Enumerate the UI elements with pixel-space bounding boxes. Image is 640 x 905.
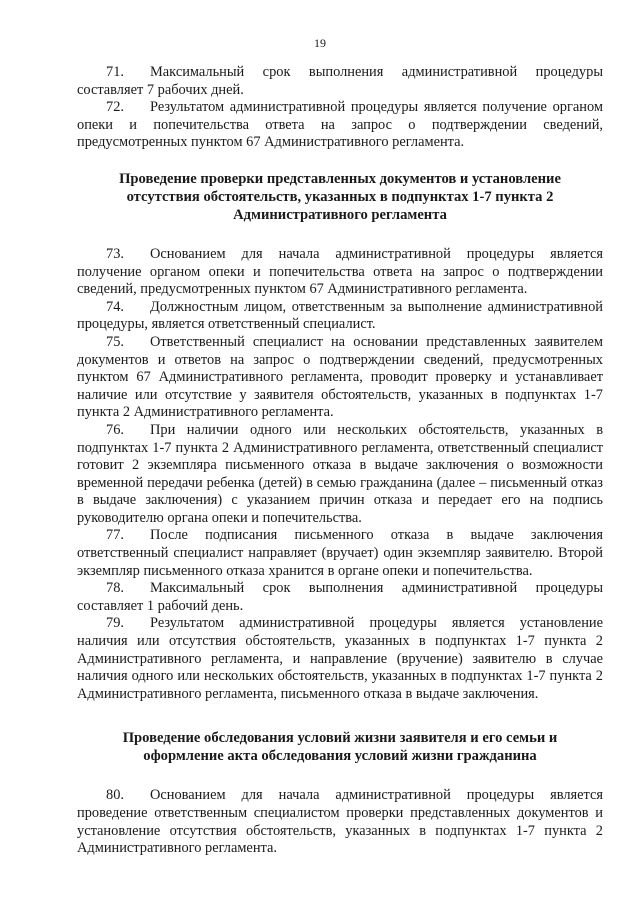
paragraph-text: После подписания письменного отказа в выдаче заключения ответственный специалист направляет (вручает) один экземпляр заявителю. Второй экземпляр письменного отказа хранится в органе опеки и попечительства. [77,527,603,579]
paragraph-text: Максимальный срок выполнения административной процедуры составляет 1 рабочий день. [77,580,603,614]
paragraph-number: 79. [106,615,124,632]
paragraph-79 [77,615,603,703]
paragraph-75 [77,334,603,422]
paragraph-text: Результатом административной процедуры является получение органом опеки и попечительства ответа на запрос о подтверждении сведений, предусмотренных пунктом 67 Административного регламента. [77,99,603,151]
paragraph-text: Должностным лицом, ответственным за выполнение административной процедуры, является ответственный специалист. [77,298,603,333]
paragraph-74 [77,299,603,334]
paragraph-76 [77,422,603,528]
paragraph-71 [77,64,603,99]
paragraph-text: Результатом административной процедуры является установление наличия или отсутствия обстоятельств, указанных в подпунктах 1-7 пункта 2 Административного регламента, и направление (вручение) заявителю в случае наличия одного или нескольких обстоятельств, указанных в подпунктах 1-7 пункта 2 Административного регламента, письменного отказа в выдаче заключения. [77,615,603,702]
section-heading-verification: Проведение проверки представленных документов и установление отсутствия обстоятельств, указанных в подпунктах 1-7 пункта 2 Административного регламента [119,170,561,223]
paragraph-number: 78. [106,580,124,597]
paragraph-number: 71. [106,64,124,80]
paragraph-72 [77,99,603,152]
paragraph-number: 80. [106,787,124,804]
paragraph-number: 74. [106,298,124,315]
document-body [77,64,603,858]
paragraph-text: Максимальный срок выполнения административной процедуры составляет 7 рабочих дней. [77,64,603,98]
section-heading-inspection: Проведение обследования условий жизни заявителя и его семьи и оформление акта обследования условий жизни гражданина [122,730,558,765]
paragraph-78 [77,580,603,615]
paragraph-number: 72. [106,99,124,116]
paragraph-77 [77,527,603,580]
paragraph-number: 76. [106,421,124,438]
paragraph-text: Основанием для начала административной процедуры является проведение ответственным специалистом проверки представленных документов и установление отсутствия обстоятельств, указанных в подпунктах 1-7 пункта 2 Административного регламента. [77,787,603,857]
paragraph-number: 75. [106,333,124,350]
paragraph-80 [77,787,603,857]
paragraph-73 [77,246,603,299]
paragraph-text: При наличии одного или нескольких обстоятельств, указанных в подпунктах 1-7 пункта 2 Административного регламента, ответственный специалист готовит 2 экземпляра письменного отказа в выдаче заключения о возможности временной передачи ребенка (детей) в семью гражданина (далее – письменный отказ в выдаче заключения) с указанием причин отказа и передает его на подпись руководителю органа опеки и попечительства. [77,421,603,526]
paragraph-text: Основанием для начала административной процедуры является получение органом опеки и попечительства ответа на запрос о подтверждении сведений, предусмотренных пунктом 67 Административного регламента. [77,245,603,298]
paragraph-number: 73. [106,245,124,262]
paragraph-text: Ответственный специалист на основании представленных заявителем документов и ответов на запрос о подтверждении сведений, предусмотренных пунктом 67 Административного регламента, проводит проверку и устанавливает наличие или отсутствие у заявителя обстоятельств, указанных в подпунктах 1-7 пункта 2 Административного регламента. [77,333,603,421]
paragraph-number: 77. [106,527,124,544]
page-number: 19 [314,36,326,50]
